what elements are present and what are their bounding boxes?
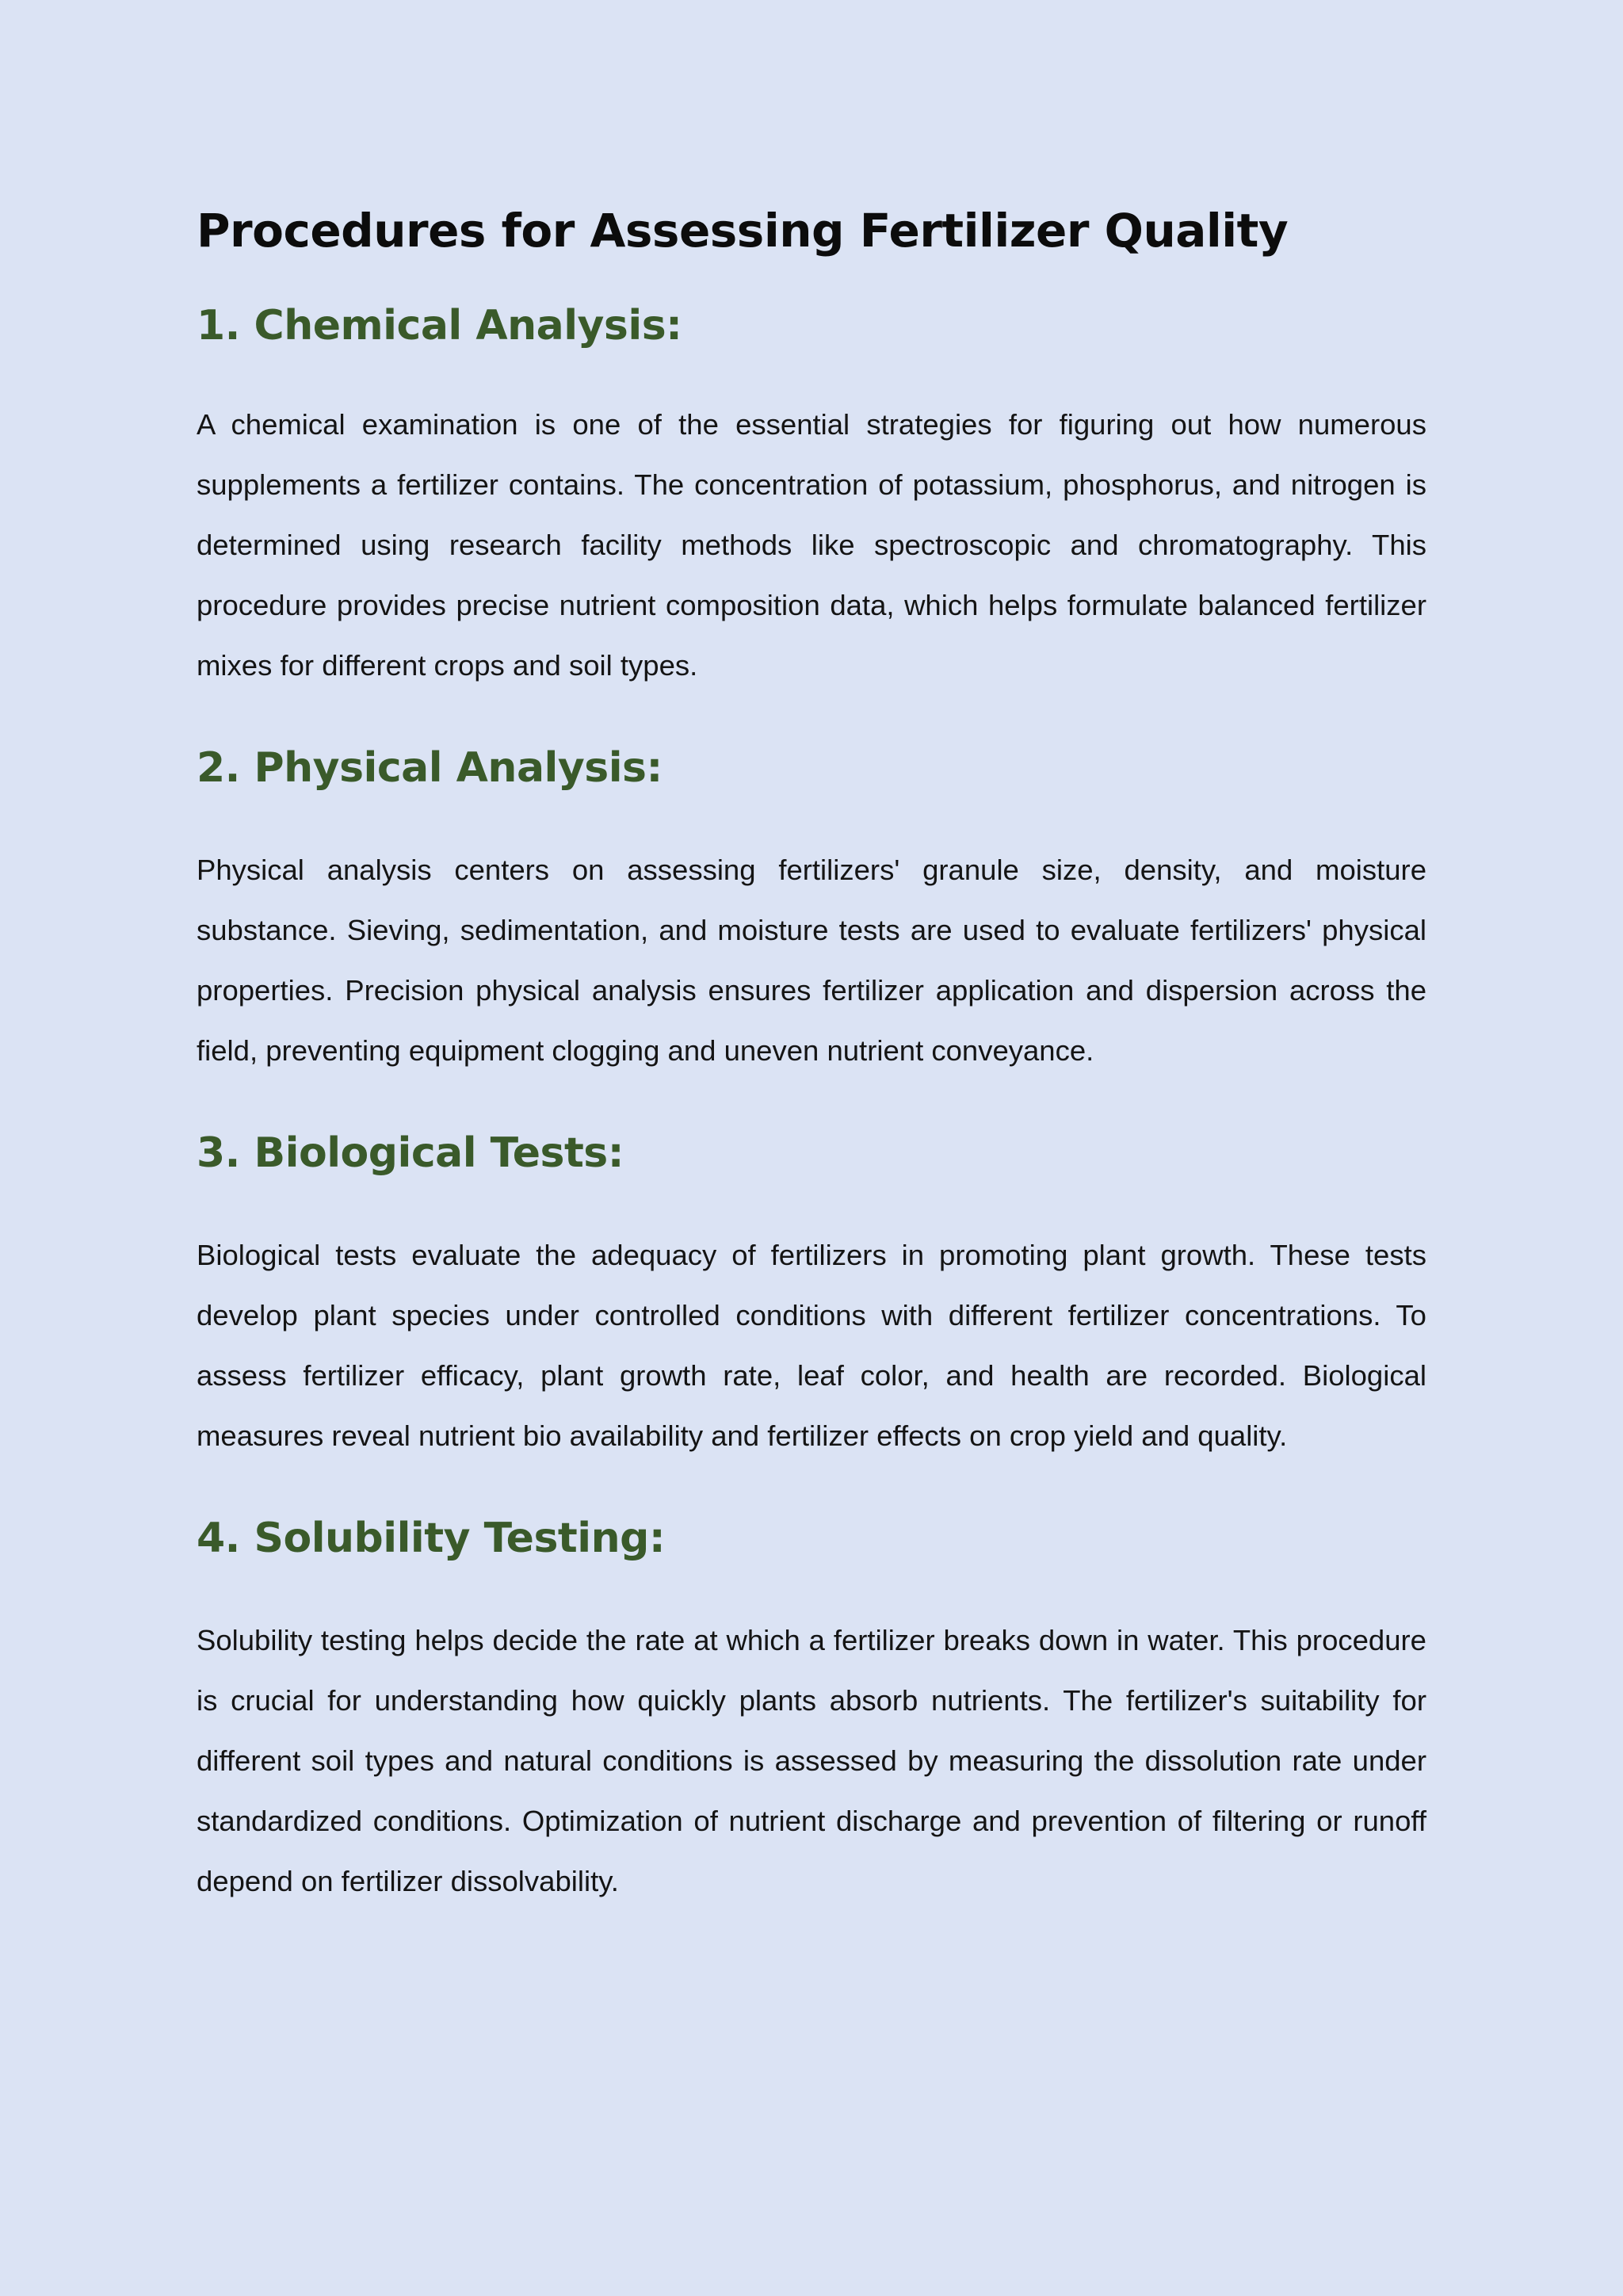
document-title: Procedures for Assessing Fertilizer Quality [197, 204, 1289, 258]
section-heading: 2. Physical Analysis: [197, 744, 663, 792]
section-heading: 1. Chemical Analysis: [197, 302, 682, 350]
section-physical-analysis [197, 739, 1426, 1081]
section-biological-tests [197, 1124, 1426, 1466]
section-paragraph: Solubility testing helps decide the rate at which a fertilizer breaks down in water. This procedure is crucial for understanding how quickly plants absorb nutrients. The fertilizer's suitability for different soil types and natural conditions is assessed by measuring the dissolution rate under standardized conditions. Optimization of nutrient discharge and prevention of filtering or runoff depend on fertilizer dissolvability. [197, 1624, 1426, 1897]
section-paragraph: Physical analysis centers on assessing fertilizers' granule size, density, and moisture substance. Sieving, sedimentation, and moisture tests are used to evaluate fertilizers' physical properties. Precision physical analysis ensures fertilizer application and dispersion across the field, preventing equipment clogging and uneven nutrient conveyance. [197, 854, 1426, 1067]
section-heading: 4. Solubility Testing: [197, 1515, 666, 1562]
section-solubility-testing [197, 1509, 1426, 1912]
section-paragraph: Biological tests evaluate the adequacy of fertilizers in promoting plant growth. These tests develop plant species under controlled conditions with different fertilizer concentrations. To assess fertilizer efficacy, plant growth rate, leaf color, and health are recorded. Biological measures reveal nutrient bio availability and fertilizer effects on crop yield and quality. [197, 1239, 1426, 1452]
section-paragraph: A chemical examination is one of the essential strategies for figuring out how numerous supplements a fertilizer contains. The concentration of potassium, phosphorus, and nitrogen is determined using research facility methods like spectroscopic and chromatography. This procedure provides precise nutrient composition data, which helps formulate balanced fertilizer mixes for different crops and soil types. [197, 408, 1426, 682]
section-heading: 3. Biological Tests: [197, 1129, 624, 1177]
section-chemical-analysis [197, 296, 1426, 696]
